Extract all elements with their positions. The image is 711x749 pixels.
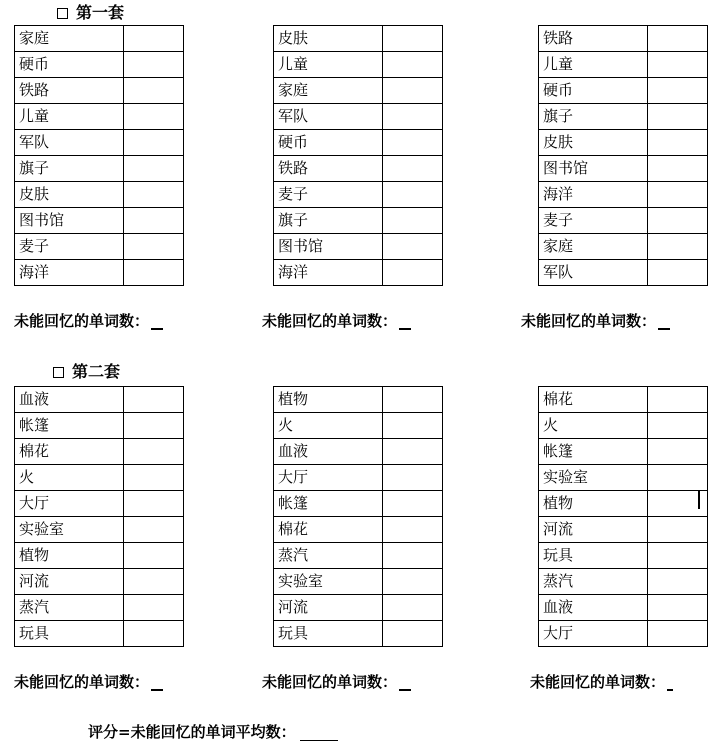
word-cell: 军队 — [15, 130, 124, 156]
table-row — [539, 569, 708, 595]
table-row — [15, 234, 184, 260]
answer-blank[interactable] — [399, 314, 411, 330]
table-row — [274, 156, 443, 182]
table-row — [539, 491, 708, 517]
table-row — [539, 387, 708, 413]
table-row — [539, 465, 708, 491]
table-row — [539, 78, 708, 104]
word-cell: 图书馆 — [15, 208, 124, 234]
table-row — [539, 104, 708, 130]
set1-missed-count-2 — [262, 312, 411, 330]
answer-cell[interactable] — [124, 465, 184, 491]
answer-cell[interactable] — [648, 26, 708, 52]
answer-cell[interactable] — [648, 234, 708, 260]
set2-table-3 — [538, 386, 708, 647]
answer-cell[interactable] — [124, 52, 184, 78]
answer-blank[interactable] — [151, 675, 163, 691]
answer-cell[interactable] — [124, 387, 184, 413]
word-cell: 儿童 — [15, 104, 124, 130]
set2-title-text: 第二套 — [72, 362, 121, 381]
word-cell: 图书馆 — [274, 234, 383, 260]
word-cell: 硬币 — [15, 52, 124, 78]
table-row — [15, 387, 184, 413]
word-cell: 硬币 — [539, 78, 648, 104]
missed-label: 未能回忆的单词数： — [262, 312, 398, 330]
answer-blank[interactable] — [658, 314, 670, 330]
answer-cell[interactable] — [648, 439, 708, 465]
word-cell: 棉花 — [15, 439, 124, 465]
table-row — [274, 104, 443, 130]
table-row — [539, 156, 708, 182]
set1-checkbox[interactable] — [57, 8, 68, 19]
word-cell: 家庭 — [274, 78, 383, 104]
answer-cell[interactable] — [648, 260, 708, 286]
word-cell: 帐篷 — [274, 491, 383, 517]
answer-cell[interactable] — [383, 543, 443, 569]
answer-cell[interactable] — [124, 260, 184, 286]
word-cell: 大厅 — [539, 621, 648, 647]
word-cell: 蒸汽 — [15, 595, 124, 621]
answer-cell[interactable] — [383, 208, 443, 234]
score-blank[interactable] — [300, 726, 338, 741]
word-cell: 铁路 — [539, 26, 648, 52]
text-cursor — [698, 490, 700, 509]
word-cell: 皮肤 — [15, 182, 124, 208]
word-cell: 儿童 — [274, 52, 383, 78]
answer-cell[interactable] — [383, 104, 443, 130]
answer-cell[interactable] — [124, 413, 184, 439]
table-row — [15, 104, 184, 130]
word-cell: 海洋 — [274, 260, 383, 286]
answer-cell[interactable] — [648, 52, 708, 78]
table-row — [274, 439, 443, 465]
answer-cell[interactable] — [383, 234, 443, 260]
word-cell: 棉花 — [274, 517, 383, 543]
table-row — [274, 26, 443, 52]
answer-cell[interactable] — [648, 543, 708, 569]
table-row — [274, 517, 443, 543]
answer-cell[interactable] — [383, 52, 443, 78]
table-row — [15, 517, 184, 543]
answer-cell[interactable] — [648, 156, 708, 182]
word-cell: 蒸汽 — [274, 543, 383, 569]
table-row — [15, 543, 184, 569]
answer-cell[interactable] — [124, 595, 184, 621]
answer-cell[interactable] — [383, 569, 443, 595]
table-row — [15, 78, 184, 104]
answer-cell[interactable] — [124, 543, 184, 569]
set1-title-text: 第一套 — [76, 3, 125, 22]
word-cell: 血液 — [539, 595, 648, 621]
answer-cell[interactable] — [383, 78, 443, 104]
answer-cell[interactable] — [124, 517, 184, 543]
word-cell: 实验室 — [539, 465, 648, 491]
set1-table-3 — [538, 25, 708, 286]
word-cell: 旗子 — [15, 156, 124, 182]
answer-cell[interactable] — [648, 517, 708, 543]
answer-cell[interactable] — [648, 182, 708, 208]
table-row — [274, 465, 443, 491]
word-cell: 海洋 — [539, 182, 648, 208]
set2-checkbox[interactable] — [53, 367, 64, 378]
word-cell: 旗子 — [539, 104, 648, 130]
answer-blank[interactable] — [399, 675, 411, 691]
word-cell: 棉花 — [539, 387, 648, 413]
table-row — [274, 234, 443, 260]
answer-cell[interactable] — [383, 491, 443, 517]
answer-cell[interactable] — [648, 413, 708, 439]
word-cell: 河流 — [274, 595, 383, 621]
missed-label: 未能回忆的单词数： — [14, 312, 150, 330]
word-cell: 家庭 — [15, 26, 124, 52]
table-row — [274, 543, 443, 569]
set1-table-1 — [14, 25, 184, 286]
score-line — [88, 723, 338, 741]
score-label: 评分=未能回忆的单词平均数： — [88, 723, 296, 741]
set1-missed-count-1 — [14, 312, 163, 330]
word-cell: 实验室 — [274, 569, 383, 595]
answer-cell[interactable] — [383, 130, 443, 156]
table-row — [539, 130, 708, 156]
answer-cell[interactable] — [648, 130, 708, 156]
table-row — [274, 387, 443, 413]
missed-label: 未能回忆的单词数： — [530, 673, 666, 691]
word-cell: 玩具 — [15, 621, 124, 647]
word-cell: 旗子 — [274, 208, 383, 234]
word-cell: 帐篷 — [15, 413, 124, 439]
answer-cell[interactable] — [648, 621, 708, 647]
answer-cell[interactable] — [648, 465, 708, 491]
answer-cell[interactable] — [124, 439, 184, 465]
table-row — [274, 260, 443, 286]
word-cell: 血液 — [15, 387, 124, 413]
answer-cell[interactable] — [383, 260, 443, 286]
answer-cell[interactable] — [124, 234, 184, 260]
table-row — [539, 439, 708, 465]
word-cell: 硬币 — [274, 130, 383, 156]
answer-cell[interactable] — [124, 26, 184, 52]
table-row — [539, 208, 708, 234]
word-cell: 军队 — [539, 260, 648, 286]
table-row — [274, 569, 443, 595]
table-row — [274, 413, 443, 439]
table-row — [15, 26, 184, 52]
set2-table-2 — [273, 386, 443, 647]
answer-cell[interactable] — [383, 465, 443, 491]
word-cell: 火 — [15, 465, 124, 491]
set2-missed-count-3 — [530, 673, 673, 691]
word-cell: 麦子 — [539, 208, 648, 234]
answer-cell[interactable] — [383, 517, 443, 543]
word-cell: 火 — [274, 413, 383, 439]
answer-cell[interactable] — [383, 439, 443, 465]
table-row — [15, 595, 184, 621]
table-row — [539, 543, 708, 569]
table-row — [15, 465, 184, 491]
missed-label: 未能回忆的单词数： — [521, 312, 657, 330]
word-cell: 图书馆 — [539, 156, 648, 182]
table-row — [15, 439, 184, 465]
set1-table-2 — [273, 25, 443, 286]
answer-cell[interactable] — [648, 569, 708, 595]
word-cell: 麦子 — [15, 234, 124, 260]
table-row — [539, 52, 708, 78]
answer-cell[interactable] — [124, 569, 184, 595]
set2-table-1 — [14, 386, 184, 647]
word-cell: 蒸汽 — [539, 569, 648, 595]
word-cell: 玩具 — [274, 621, 383, 647]
table-row — [15, 208, 184, 234]
table-row — [539, 413, 708, 439]
table-row — [274, 130, 443, 156]
answer-cell[interactable] — [124, 621, 184, 647]
word-cell: 海洋 — [15, 260, 124, 286]
answer-cell[interactable] — [124, 182, 184, 208]
table-row — [274, 621, 443, 647]
word-cell: 儿童 — [539, 52, 648, 78]
answer-cell[interactable] — [383, 182, 443, 208]
table-row — [15, 621, 184, 647]
word-cell: 河流 — [539, 517, 648, 543]
word-cell: 铁路 — [274, 156, 383, 182]
table-row — [15, 52, 184, 78]
word-cell: 火 — [539, 413, 648, 439]
table-row — [15, 130, 184, 156]
answer-cell[interactable] — [124, 104, 184, 130]
answer-cell[interactable] — [124, 78, 184, 104]
word-cell: 玩具 — [539, 543, 648, 569]
word-cell: 大厅 — [274, 465, 383, 491]
word-cell: 麦子 — [274, 182, 383, 208]
word-cell: 植物 — [274, 387, 383, 413]
answer-cell[interactable] — [383, 26, 443, 52]
word-cell: 植物 — [539, 491, 648, 517]
table-row — [15, 260, 184, 286]
answer-cell[interactable] — [383, 595, 443, 621]
set1-title — [57, 4, 124, 22]
table-row — [274, 208, 443, 234]
word-cell: 铁路 — [15, 78, 124, 104]
table-row — [274, 52, 443, 78]
table-row — [539, 182, 708, 208]
table-row — [539, 234, 708, 260]
word-cell: 家庭 — [539, 234, 648, 260]
answer-cell[interactable] — [124, 208, 184, 234]
set2-missed-count-2 — [262, 673, 411, 691]
set1-missed-count-3 — [521, 312, 670, 330]
table-row — [15, 413, 184, 439]
word-cell: 植物 — [15, 543, 124, 569]
answer-cell[interactable] — [648, 595, 708, 621]
table-row — [539, 595, 708, 621]
table-row — [274, 78, 443, 104]
answer-cell[interactable] — [124, 130, 184, 156]
table-row — [539, 26, 708, 52]
table-row — [539, 621, 708, 647]
answer-cell[interactable] — [124, 491, 184, 517]
word-cell: 帐篷 — [539, 439, 648, 465]
set2-missed-count-1 — [14, 673, 163, 691]
table-row — [539, 517, 708, 543]
answer-cell[interactable] — [648, 387, 708, 413]
table-row — [539, 260, 708, 286]
table-row — [15, 491, 184, 517]
missed-label: 未能回忆的单词数： — [14, 673, 150, 691]
table-row — [274, 491, 443, 517]
answer-blank[interactable] — [667, 675, 673, 691]
word-cell: 血液 — [274, 439, 383, 465]
answer-cell[interactable] — [124, 156, 184, 182]
table-row — [15, 156, 184, 182]
table-row — [274, 595, 443, 621]
word-cell: 皮肤 — [274, 26, 383, 52]
answer-cell[interactable] — [383, 621, 443, 647]
answer-cell[interactable] — [383, 387, 443, 413]
table-row — [274, 182, 443, 208]
table-row — [15, 182, 184, 208]
answer-cell[interactable] — [383, 156, 443, 182]
word-cell: 军队 — [274, 104, 383, 130]
set2-title — [53, 363, 120, 381]
answer-cell[interactable] — [648, 104, 708, 130]
answer-blank[interactable] — [151, 314, 163, 330]
answer-cell[interactable] — [383, 413, 443, 439]
word-cell: 河流 — [15, 569, 124, 595]
answer-cell[interactable] — [648, 78, 708, 104]
missed-label: 未能回忆的单词数： — [262, 673, 398, 691]
word-cell: 皮肤 — [539, 130, 648, 156]
table-row — [15, 569, 184, 595]
word-cell: 实验室 — [15, 517, 124, 543]
word-cell: 大厅 — [15, 491, 124, 517]
answer-cell[interactable] — [648, 208, 708, 234]
